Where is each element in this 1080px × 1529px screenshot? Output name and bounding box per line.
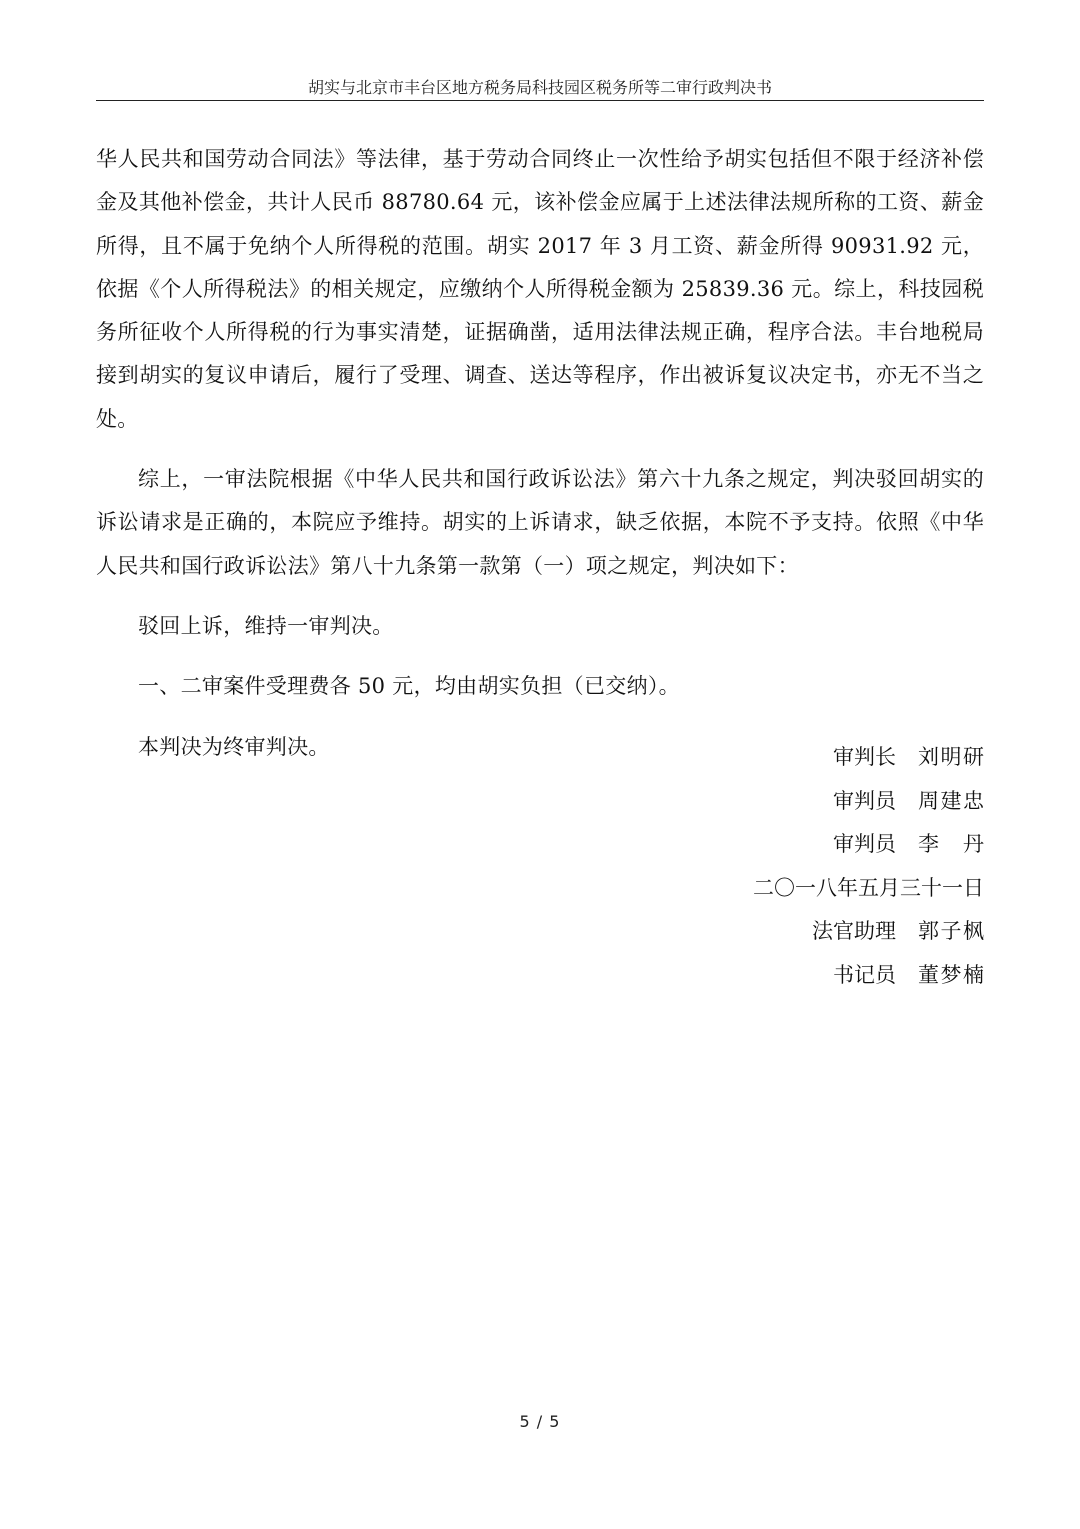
header-divider — [96, 100, 984, 101]
paragraph-final: 本判决为终审判决。 — [138, 734, 330, 759]
signature-chief-judge — [584, 736, 984, 780]
judgment-body — [96, 138, 984, 769]
signature-name: 李丹 — [918, 832, 984, 857]
signature-clerk — [584, 954, 984, 998]
signature-name: 董梦楠 — [918, 962, 984, 987]
signature-block — [584, 736, 984, 998]
signature-title: 法官助理 — [812, 919, 896, 944]
page-number: 5 / 5 — [519, 1412, 561, 1431]
judgment-date: 二〇一八年五月三十一日 — [753, 875, 984, 900]
signature-title: 书记员 — [833, 962, 896, 987]
document-header-title: 胡实与北京市丰台区地方税务局科技园区税务所等二审行政判决书 — [307, 78, 772, 97]
signature-title: 审判长 — [833, 745, 896, 769]
paragraph-findings: 华人民共和国劳动合同法》等法律，基于劳动合同终止一次性给予胡实包括但不限于经济补偿金及其他补偿金，共计人民币 88780.64 元，该补偿金应属于上述法律法规所称的工资、薪金所得，且不属于免纳个人所得税的范围。胡实 2017 年 3 月工资、薪金所得 90931.92 元，依据《个人所得税法》的相关规定，应缴纳个人所得税金额为 25839.36 元。综上，科技园税务所征收个人所得税的行为事实清楚，证据确凿，适用法律法规正确，程序合法。丰台地税局接到胡实的复议申请后，履行了受理、调查、送达等程序，作出被诉复议决定书，亦无不当之处。 — [96, 147, 984, 431]
signature-title: 审判员 — [833, 832, 896, 857]
signature-judge-1 — [584, 780, 984, 824]
paragraph-ruling: 驳回上诉，维持一审判决。 — [138, 613, 394, 638]
signature-name: 刘明研 — [918, 745, 984, 769]
paragraph-conclusion: 综上，一审法院根据《中华人民共和国行政诉讼法》第六十九条之规定，判决驳回胡实的诉讼请求是正确的，本院应予维持。胡实的上诉请求，缺乏依据，本院不予支持。依照《中华人民共和国行政诉讼法》第八十九条第一款第（一）项之规定，判决如下： — [96, 467, 984, 578]
signature-name: 郭子枫 — [918, 919, 984, 944]
paragraph-fees: 一、二审案件受理费各 50 元，均由胡实负担（已交纳）。 — [138, 674, 680, 699]
signature-title: 审判员 — [833, 788, 896, 813]
signature-name: 周建忠 — [918, 788, 984, 813]
signature-judge-2 — [584, 823, 984, 867]
signature-assistant — [584, 910, 984, 954]
signature-date-row — [584, 867, 984, 911]
